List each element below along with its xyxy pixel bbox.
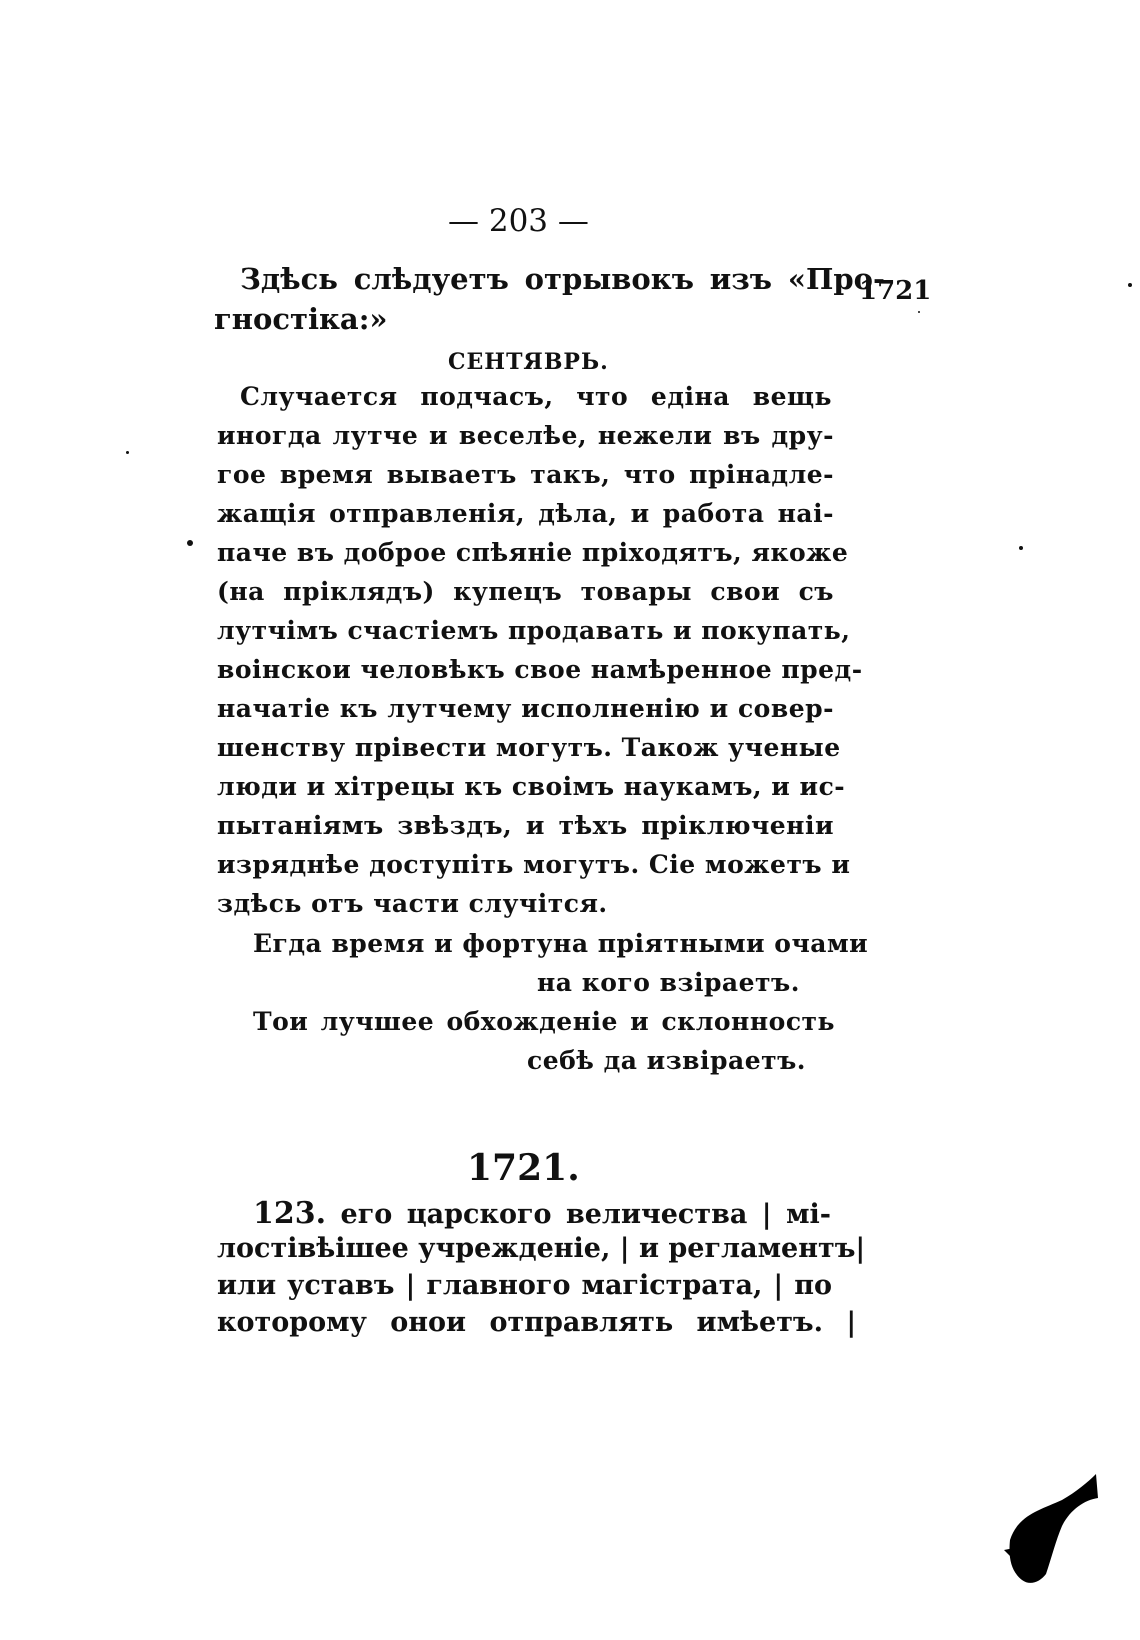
body-line: иногда лутче и веселѣе, нежели въ дру- [217, 421, 834, 450]
entry-line-1: 123. его царского величества | мі- [253, 1196, 831, 1231]
entry-line-4: которому онои отправлять имѣетъ. | [217, 1307, 857, 1338]
entry-line-3: или уставъ | главного магістрата, | по [217, 1270, 832, 1301]
body-line: гое время вываетъ такъ, что прінадле- [217, 460, 834, 489]
ink-blot [1000, 1470, 1100, 1590]
intro-line-2: гностіка:» [214, 302, 388, 336]
verse-line-2: на кого взіраетъ. [537, 968, 800, 997]
verse-line-4: себѣ да извіраетъ. [527, 1046, 806, 1075]
body-line: шенству прівести могутъ. Також ученые [217, 733, 841, 762]
verse-line-1: Егда время и фортуна пріятными очами [253, 929, 869, 958]
margin-year: 1721 [859, 276, 932, 306]
body-line: изряднѣе доступіть могутъ. Сіе можетъ и [217, 850, 851, 879]
entry-line-2: лостівѣішее учрежденіе, | и регламентъ| [217, 1233, 866, 1264]
body-line: паче въ доброе спѣяніе пріходятъ, якоже [217, 538, 849, 567]
body-line: лутчімъ счастіемъ продавать и покупать, [217, 616, 851, 645]
body-line: (на пріклядъ) купецъ товары свои съ [217, 577, 834, 606]
body-line: пытаніямъ звѣздъ, и тѣхъ пріключеніи [217, 811, 834, 840]
speck [126, 451, 129, 454]
body-line: здѣсь отъ части случітся. [217, 889, 608, 918]
body-line: воінскои человѣкъ свое намѣренное пред- [217, 655, 863, 684]
body-line: люди и хітрецы къ своімъ наукамъ, и ис- [217, 772, 846, 801]
page-number: — 203 — [448, 203, 589, 239]
body-line: жащія отправленія, дѣла, и работа наі- [217, 499, 834, 528]
body-line: начатіе къ лутчему исполненію и совер- [217, 694, 834, 723]
month-heading: СЕНТЯВРЬ. [448, 349, 609, 375]
speck [1128, 283, 1132, 287]
body-line: Случается подчасъ, что едіна вещь [240, 382, 832, 411]
speck [1019, 546, 1023, 550]
speck [187, 540, 193, 546]
entry-number: 123. [253, 1196, 327, 1231]
year-heading: 1721. [467, 1147, 580, 1189]
speck [918, 311, 920, 313]
verse-line-3: Тои лучшее обхожденіе и склонность [253, 1007, 835, 1036]
intro-line-1: Здѣсь слѣдуетъ отрывокъ изъ «Про- [240, 262, 885, 296]
